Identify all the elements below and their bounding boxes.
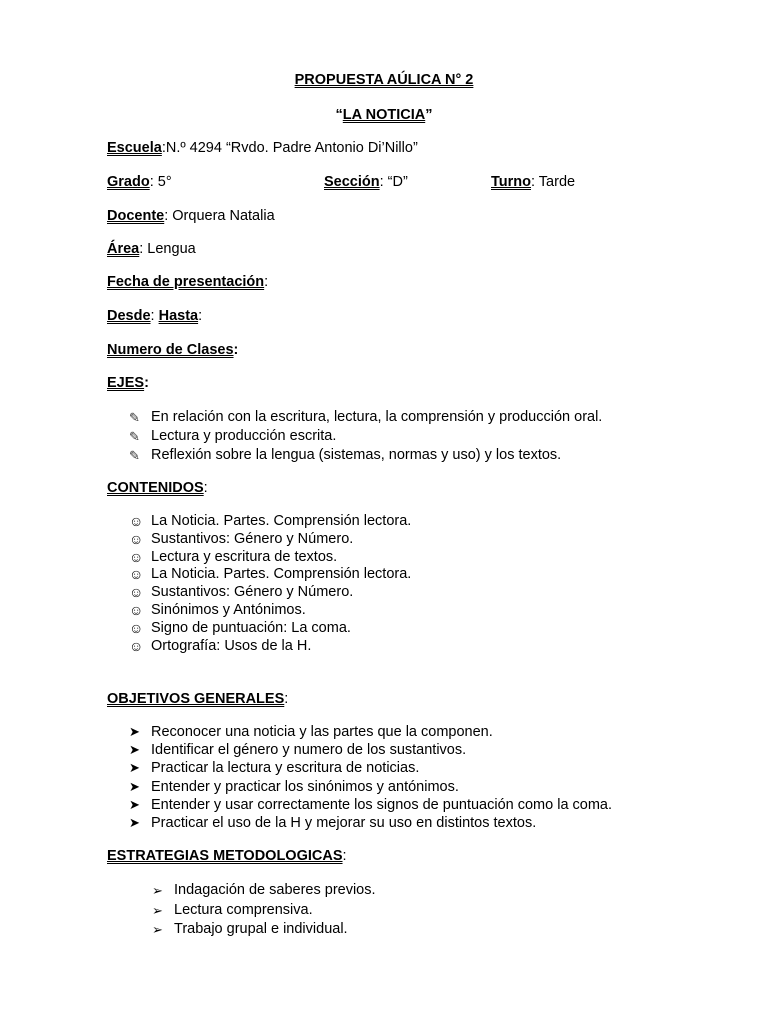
desde-value: : <box>150 308 155 324</box>
arrow-icon: ➤ <box>129 796 140 812</box>
list-item-text: En relación con la escritura, lectura, la comprensión y producción oral. <box>151 409 603 425</box>
objetivos-colon: : <box>284 691 289 707</box>
list-item-text: Practicar el uso de la H y mejorar su uso en distintos textos. <box>151 815 537 832</box>
contenidos-colon: : <box>203 480 208 496</box>
estrategias-heading-text: ESTRATEGIAS METODOLOGICAS <box>107 848 343 864</box>
list-item <box>129 741 612 759</box>
pencil-icon: ✎ <box>129 448 140 463</box>
title-text: PROPUESTA AÚLICA N° 2 <box>294 72 474 88</box>
pencil-icon: ✎ <box>129 429 140 444</box>
smiley-icon: ☺ <box>129 530 144 547</box>
arrow-icon: ➤ <box>129 742 140 758</box>
smiley-icon: ☺ <box>129 566 144 583</box>
estrategias-colon: : <box>342 848 347 864</box>
list-item <box>152 881 376 901</box>
smiley-icon: ☺ <box>129 619 144 636</box>
smiley-icon: ☺ <box>129 637 144 654</box>
ejes-heading-text: EJES <box>107 375 145 391</box>
hasta-value: : <box>198 308 203 324</box>
list-item <box>129 723 612 741</box>
list-item-text: Reflexión sobre la lengua (sistemas, normas y uso) y los textos. <box>151 447 562 463</box>
list-item-text: Reconocer una noticia y las partes que la componen. <box>151 724 493 740</box>
smiley-icon: ☺ <box>129 548 144 565</box>
list-item <box>152 920 376 940</box>
escuela-value: :N.º 4294 “Rvdo. Padre Antonio Di’Nillo” <box>161 140 418 156</box>
objetivos-list <box>129 723 612 832</box>
area-line <box>107 241 196 257</box>
list-item-text: La Noticia. Partes. Comprensión lectora. <box>151 513 412 529</box>
fecha-label: Fecha de presentación <box>107 274 265 290</box>
turno-field <box>491 174 575 190</box>
list-item-text: Ortografía: Usos de la H. <box>151 637 312 654</box>
ejes-heading <box>107 375 149 391</box>
list-item <box>129 566 411 584</box>
escuela-line <box>107 140 418 156</box>
desde-label: Desde <box>107 308 151 324</box>
list-item <box>129 513 411 531</box>
seccion-value: : “D” <box>379 174 408 190</box>
contenidos-heading <box>107 480 208 496</box>
arrow-icon: ➤ <box>129 760 140 776</box>
list-item <box>129 427 602 446</box>
area-value: : Lengua <box>139 241 196 257</box>
list-item-text: Identificar el género y numero de los sustantivos. <box>151 742 467 759</box>
hasta-label: Hasta <box>158 308 199 324</box>
grado-field <box>107 174 172 190</box>
list-item <box>129 796 612 814</box>
area-label: Área <box>107 241 140 257</box>
list-item <box>129 759 612 777</box>
arrow-icon: ➤ <box>129 724 140 739</box>
estrategias-list <box>152 881 376 940</box>
contenidos-list <box>129 513 411 655</box>
list-item <box>129 408 602 427</box>
arrow-icon: ➤ <box>129 815 140 831</box>
ejes-colon: : <box>144 375 149 391</box>
list-item <box>129 814 612 832</box>
list-item-text: Lectura y producción escrita. <box>151 428 337 444</box>
objetivos-heading-text: OBJETIVOS GENERALES <box>107 691 285 707</box>
list-item-text: Entender y practicar los sinónimos y antónimos. <box>151 778 459 795</box>
clases-line <box>107 342 238 358</box>
list-item <box>129 446 602 465</box>
pencil-icon: ✎ <box>129 410 140 425</box>
arrow-icon: ➢ <box>152 922 163 937</box>
desde-hasta-line <box>107 308 202 324</box>
list-item <box>152 901 376 921</box>
list-item <box>129 584 411 602</box>
list-item-text: Sustantivos: Género y Número. <box>151 530 354 547</box>
fecha-line <box>107 274 268 290</box>
list-item-text: La Noticia. Partes. Comprensión lectora. <box>151 566 412 583</box>
clases-value: : <box>233 342 239 358</box>
list-item <box>129 531 411 549</box>
list-item <box>129 778 612 796</box>
list-item <box>129 620 411 638</box>
quote-open: “ <box>335 107 343 123</box>
grado-label: Grado <box>107 174 150 190</box>
list-item <box>129 638 411 656</box>
objetivos-heading <box>107 691 288 707</box>
clases-label: Numero de Clases <box>107 342 234 358</box>
subtitle-text: LA NOTICIA <box>342 107 426 123</box>
smiley-icon: ☺ <box>129 601 144 618</box>
list-item-text: Lectura comprensiva. <box>174 901 313 918</box>
quote-close: ” <box>425 107 433 123</box>
list-item-text: Trabajo grupal e individual. <box>174 921 348 937</box>
ejes-list <box>129 408 602 465</box>
list-item-text: Sinónimos y Antónimos. <box>151 601 306 618</box>
arrow-icon: ➢ <box>152 902 163 918</box>
docente-value: : Orquera Natalia <box>164 208 275 224</box>
docente-line <box>107 208 275 224</box>
smiley-icon: ☺ <box>129 584 144 601</box>
document-title <box>0 72 768 88</box>
list-item-text: Signo de puntuación: La coma. <box>151 619 351 636</box>
list-item-text: Practicar la lectura y escritura de noticias. <box>151 760 420 777</box>
list-item-text: Sustantivos: Género y Número. <box>151 584 354 601</box>
grado-value: : 5° <box>149 174 172 190</box>
escuela-label: Escuela <box>107 140 162 156</box>
smiley-icon: ☺ <box>129 513 144 529</box>
turno-value: : Tarde <box>531 174 576 190</box>
list-item <box>129 549 411 567</box>
arrow-icon: ➤ <box>129 778 140 794</box>
turno-label: Turno <box>491 174 531 190</box>
docente-label: Docente <box>107 208 165 224</box>
list-item-text: Indagación de saberes previos. <box>174 882 376 898</box>
fecha-value: : <box>264 274 269 290</box>
list-item <box>129 602 411 620</box>
list-item-text: Lectura y escritura de textos. <box>151 548 338 565</box>
seccion-field <box>324 174 408 190</box>
document-subtitle <box>0 107 768 123</box>
estrategias-heading <box>107 848 347 864</box>
contenidos-heading-text: CONTENIDOS <box>107 480 204 496</box>
seccion-label: Sección <box>324 174 380 190</box>
arrow-icon: ➢ <box>152 883 163 898</box>
list-item-text: Entender y usar correctamente los signos de puntuación como la coma. <box>151 796 613 813</box>
